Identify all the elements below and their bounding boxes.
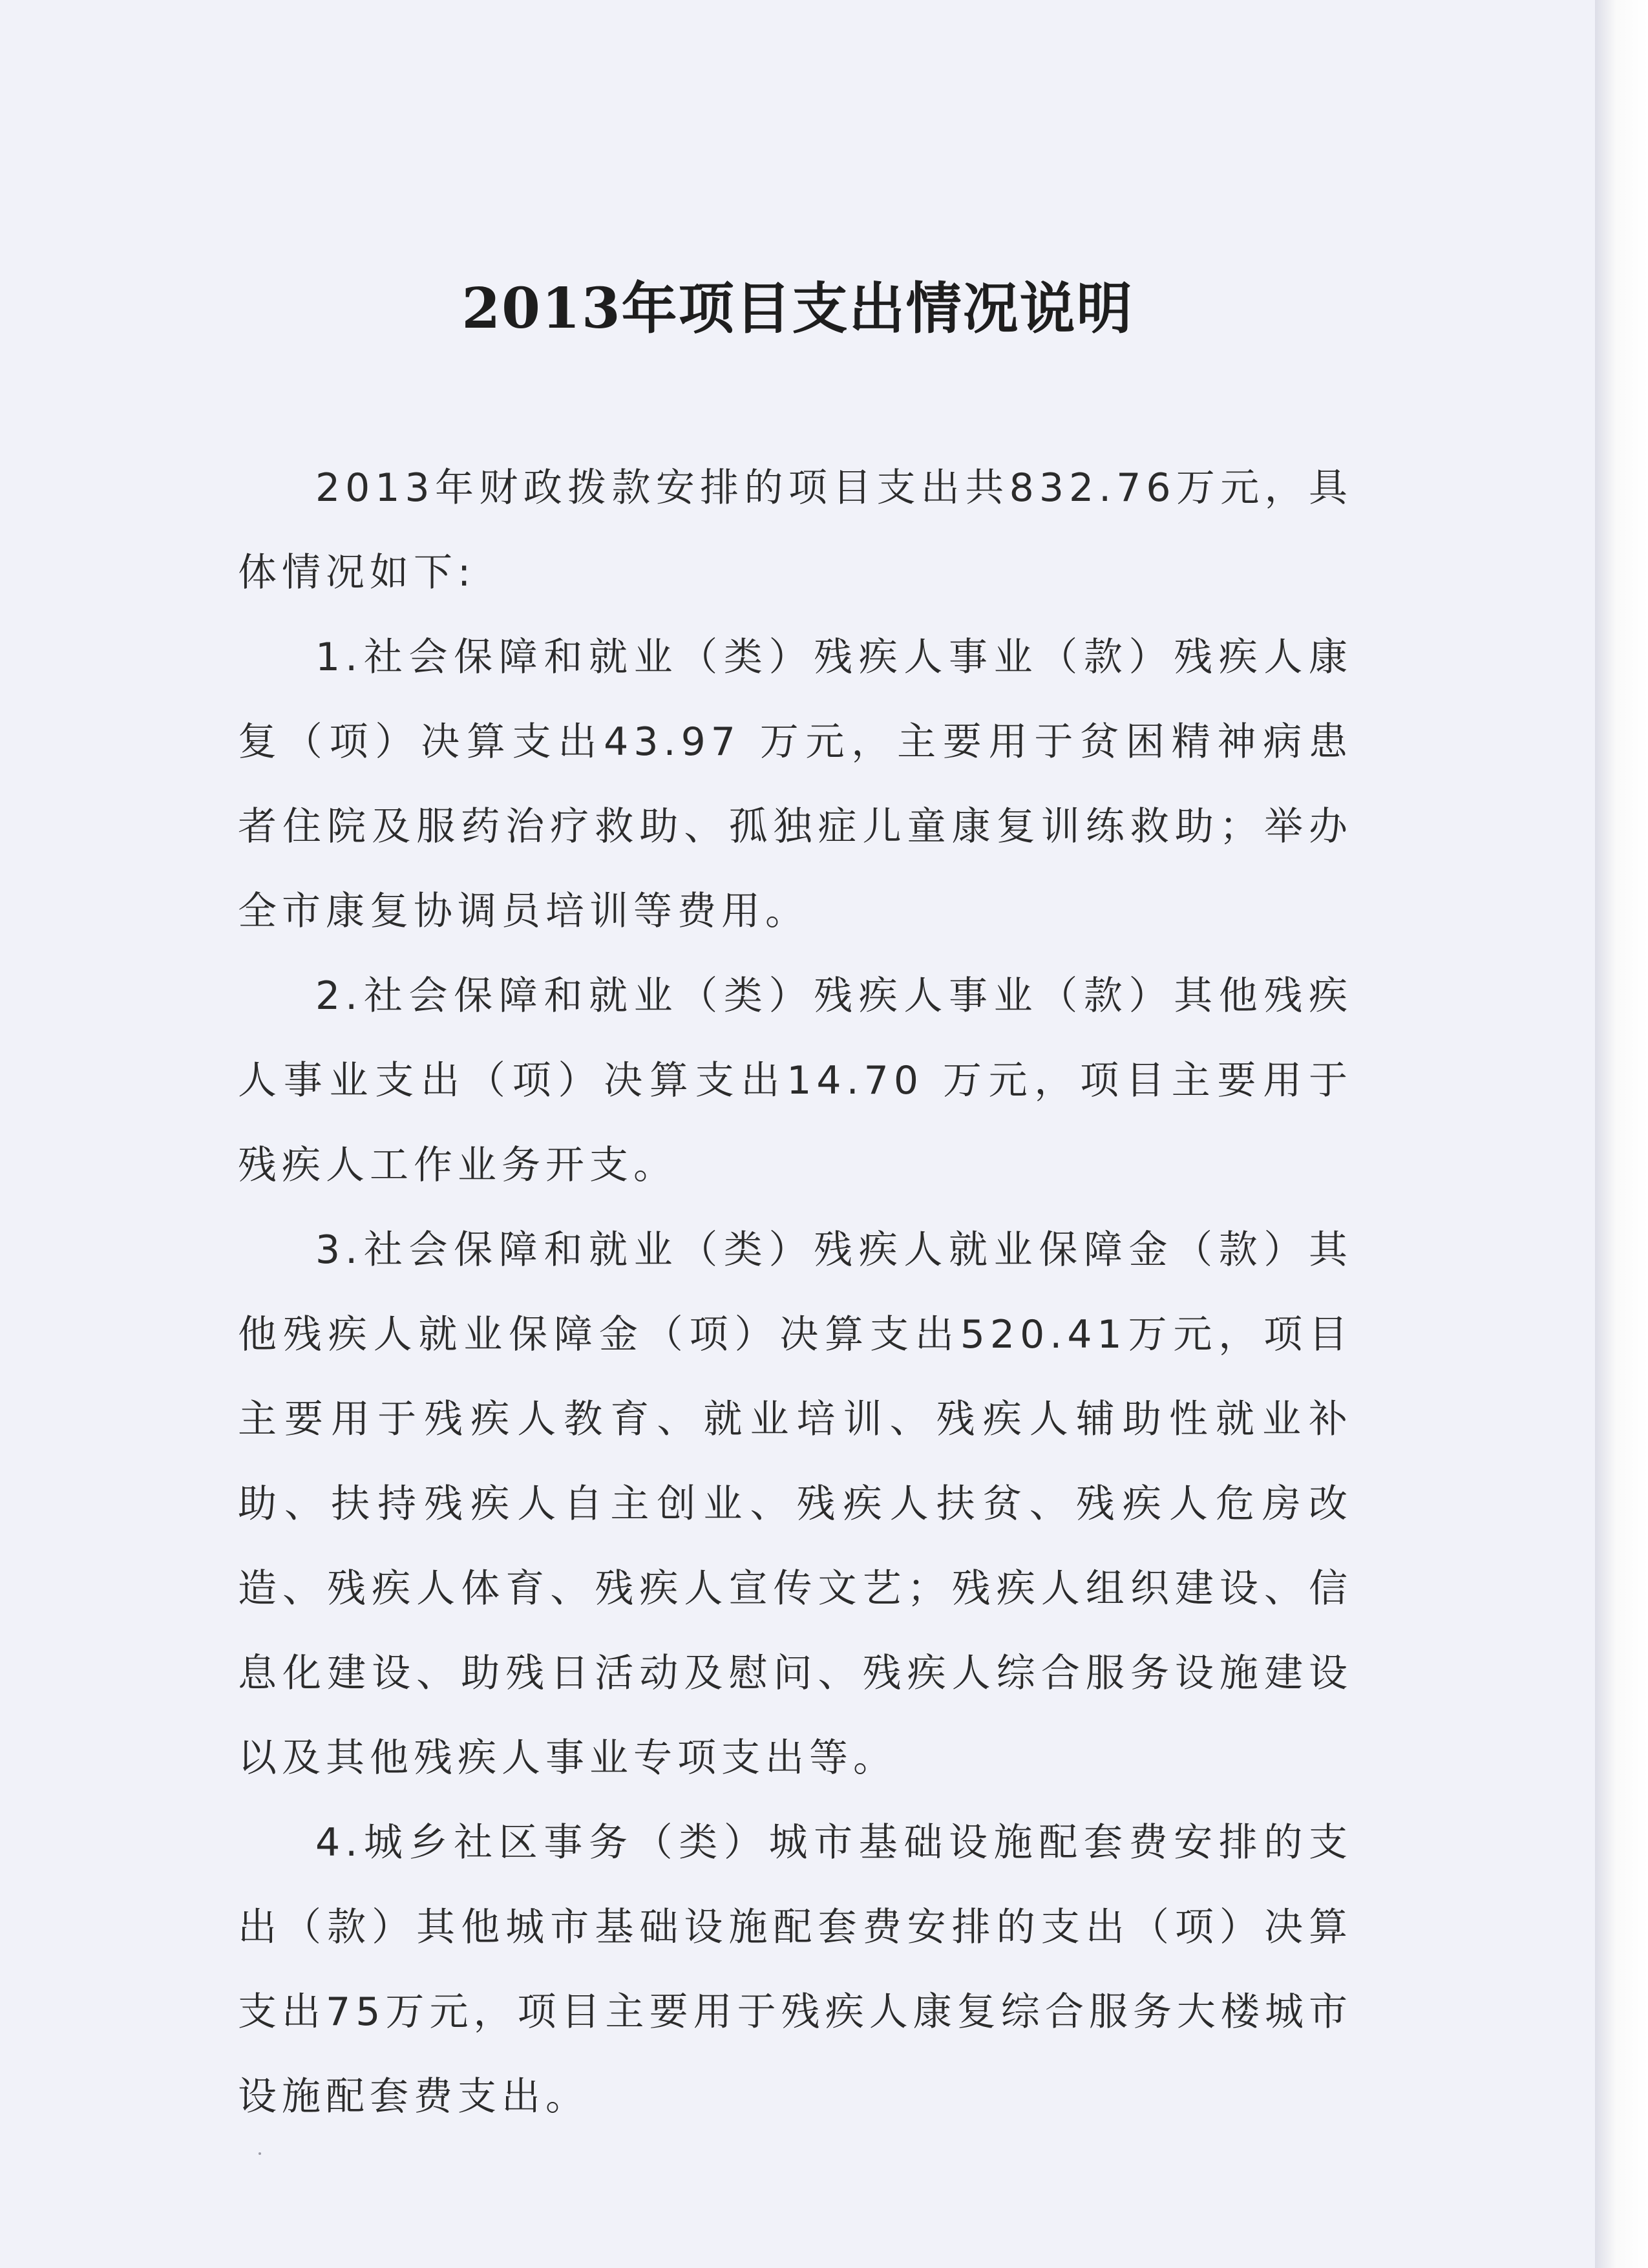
scan-speck	[259, 2152, 261, 2155]
paragraph-item-1: 1.社会保障和就业（类）残疾人事业（款）残疾人康复（项）决算支出43.97 万元，主要用于贫困精神病患者住院及服药治疗救助、孤独症儿童康复训练救助；举办全市康复协调员培训等费用。	[238, 635, 1353, 934]
document-title: 2013年项目支出情况说明	[461, 276, 1134, 341]
paragraph-item-2: 2.社会保障和就业（类）残疾人事业（款）其他残疾人事业支出（项）决算支出14.70 万元，项目主要用于残疾人工作业务开支。	[238, 973, 1353, 1188]
scan-edge-shadow	[1595, 0, 1648, 2268]
paragraph-item-4: 4.城乡社区事务（类）城市基础设施配套费安排的支出（款）其他城市基础设施配套费安排的支出（项）决算支出75万元，项目主要用于残疾人康复综合服务大楼城市设施配套费支出。	[238, 1820, 1353, 2119]
paragraph-item-3: 3.社会保障和就业（类）残疾人就业保障金（款）其他残疾人就业保障金（项）决算支出520.41万元，项目主要用于残疾人教育、就业培训、残疾人辅助性就业补助、扶持残疾人自主创业、残疾人扶贫、残疾人危房改造、残疾人体育、残疾人宣传文艺；残疾人组织建设、信息化建设、助残日活动及慰问、残疾人综合服务设施建设以及其他残疾人事业专项支出等。	[238, 1227, 1353, 1781]
document-body	[238, 446, 1353, 2139]
paragraph-intro: 2013年财政拨款安排的项目支出共832.76万元，具体情况如下:	[238, 465, 1353, 595]
